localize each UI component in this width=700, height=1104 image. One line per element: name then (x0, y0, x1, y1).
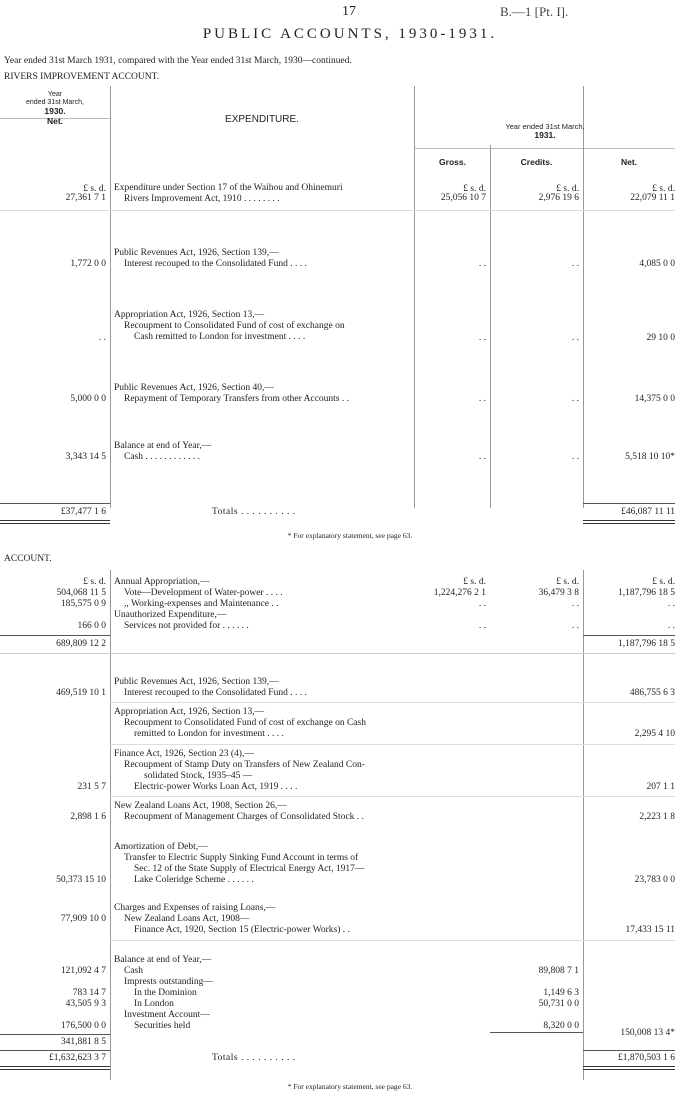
totals-label: Totals . . . . . . . . . . (212, 1053, 296, 1063)
net-value: 1,187,796 18 5 (618, 588, 675, 598)
col-expenditure-heading: EXPENDITURE. (225, 114, 299, 125)
total-net: £46,087 11 11 (621, 507, 675, 517)
col-prev-year-heading: Year ended 31st March, 1930. Net. (26, 91, 84, 126)
footnote: * For explanatory statement, see page 63. (287, 1082, 413, 1091)
balance-line-label: Securities held (134, 1021, 191, 1031)
net-value: 207 1 1 (646, 782, 675, 792)
net-value: 29 10 0 (646, 333, 675, 343)
expenditure-description: Services not provided for . . . . . . (124, 621, 249, 631)
gross-value: . . (478, 394, 486, 404)
gross-value: . . (478, 621, 486, 631)
balance-heading: Balance at end of Year,— (114, 955, 212, 965)
document-reference: B.—1 [Pt. I]. (500, 4, 569, 19)
balance-line-label: Imprests outstanding— (124, 977, 213, 987)
net-value: 5,518 10 10* (625, 452, 675, 462)
balance-line-label: In London (134, 999, 174, 1009)
prev-year-value: 176,500 0 0 (60, 1021, 106, 1031)
expenditure-description: Amortization of Debt,— Transfer to Electric Supply Sinking Fund Account in terms of Sec. 12 of the State Supply of Electrical Energy Act, 1917— Lake Coleridge Scheme . . . . . . (114, 842, 365, 885)
prev-year-value: . . (98, 333, 106, 343)
totals-label: Totals . . . . . . . . . . (212, 507, 296, 517)
expenditure-description: Public Revenues Act, 1926, Section 139,— Interest recouped to the Consolidated Fund . . . . (114, 677, 307, 698)
prev-year-value: 5,000 0 0 (70, 394, 106, 404)
net-value: 2,295 4 10 (634, 729, 675, 739)
prev-year-value: 77,909 10 0 (60, 914, 106, 924)
gross-value: 1,224,276 2 1 (433, 588, 486, 598)
net-value: 22,079 11 1 (630, 193, 675, 203)
subtotal-net: 1,187,796 18 5 (618, 639, 675, 649)
balance-line-label: Cash (124, 966, 143, 976)
gross-value: 25,056 10 7 (440, 193, 486, 203)
currency-header: £ s. d. (556, 184, 579, 194)
expenditure-description: Appropriation Act, 1926, Section 13,— Recoupment to Consolidated Fund of cost of exchange on Cash remitted to London for investment . . . . (114, 310, 345, 342)
expenditure-description: ,, Working-expenses and Maintenance . . (124, 599, 279, 609)
gross-value: . . (478, 259, 486, 269)
balance-line-label: In the Dominion (134, 988, 197, 998)
expenditure-description: Expenditure under Section 17 of the Waihou and Ohinemuri Rivers Improvement Act, 1910 . . . . . . . . (114, 183, 343, 204)
currency-header: £ s. d. (556, 577, 579, 587)
expenditure-description: Charges and Expenses of raising Loans,— New Zealand Loans Act, 1908— Finance Act, 1920, Section 15 (Electric-power Works) . . (114, 903, 350, 935)
credits-value: . . (571, 621, 579, 631)
col-net-heading: Net. (620, 157, 638, 167)
expenditure-description: Public Revenues Act, 1926, Section 40,— Repayment of Temporary Transfers from other Accounts . . (114, 383, 350, 404)
net-value: 14,375 0 0 (634, 394, 675, 404)
credits-value: . . (571, 259, 579, 269)
credits-value: 2,976 19 6 (538, 193, 579, 203)
currency-header: £ s. d. (652, 577, 675, 587)
prev-year-value: 50,373 15 10 (56, 875, 106, 885)
credits-value: 50,731 0 0 (538, 999, 579, 1009)
col-gross-heading: Gross. (439, 157, 466, 167)
currency-header: £ s. d. (652, 184, 675, 194)
prev-year-value: 469,519 10 1 (56, 688, 106, 698)
section2-heading: ACCOUNT. (4, 554, 52, 564)
section1-heading: RIVERS IMPROVEMENT ACCOUNT. (4, 72, 160, 82)
credits-value: 36,479 3 8 (538, 588, 579, 598)
net-value: 150,008 13 4* (620, 1028, 675, 1038)
prev-year-value: 3,343 14 5 (65, 452, 106, 462)
prev-year-value: 231 5 7 (77, 782, 106, 792)
subtotal-prev-year: 689,809 12 2 (56, 639, 106, 649)
prev-year-value: 166 0 0 (77, 621, 106, 631)
col-credits-heading: Credits. (520, 157, 553, 167)
gross-value: . . (478, 452, 486, 462)
net-value: 17,433 15 11 (625, 925, 675, 935)
credits-value: . . (571, 333, 579, 343)
prev-year-value: 2,898 1 6 (70, 812, 106, 822)
expenditure-description: Unauthorized Expenditure,— (114, 610, 227, 620)
net-value: . . (667, 621, 675, 631)
balance-line-label: Investment Account— (124, 1010, 210, 1020)
prev-year-value: 783 14 7 (72, 988, 106, 998)
credits-value: . . (571, 599, 579, 609)
prev-year-value: 185,575 0 9 (60, 599, 106, 609)
net-value: 4,085 0 0 (639, 259, 675, 269)
gross-value: . . (478, 333, 486, 343)
prev-year-value: 43,505 9 3 (65, 999, 106, 1009)
credits-value: . . (571, 452, 579, 462)
credits-value: 8,320 0 0 (543, 1021, 579, 1031)
footnote: * For explanatory statement, see page 63. (287, 531, 413, 540)
expenditure-description: Annual Appropriation,— (114, 577, 210, 587)
expenditure-description: New Zealand Loans Act, 1908, Section 26,— Recoupment of Management Charges of Consolidated Stock . . (114, 801, 364, 822)
col-current-year-heading: Year ended 31st March, 1931. (505, 122, 585, 140)
net-value: . . (667, 599, 675, 609)
prev-year-value: 504,068 11 5 (56, 588, 106, 598)
expenditure-description: Public Revenues Act, 1926, Section 139,— Interest recouped to the Consolidated Fund . . . . (114, 248, 307, 269)
net-value: 23,783 0 0 (634, 875, 675, 885)
gross-value: . . (478, 599, 486, 609)
page-title: PUBLIC ACCOUNTS, 1930-1931. (202, 26, 498, 42)
credits-value: . . (571, 394, 579, 404)
credits-value: 89,808 7 1 (538, 966, 579, 976)
net-value: 486,755 6 3 (629, 688, 675, 698)
balance-prev-total: 341,881 8 5 (60, 1037, 106, 1047)
total-prev-year: £1,632,623 3 7 (49, 1053, 106, 1063)
currency-header: £ s. d. (83, 577, 106, 587)
prev-year-value: 27,361 7 1 (65, 193, 106, 203)
credits-value: 1,149 6 3 (543, 988, 579, 998)
prev-year-value: 121,092 4 7 (60, 966, 106, 976)
net-value: 2,223 1 8 (639, 812, 675, 822)
expenditure-description: Balance at end of Year,— Cash . . . . . . . . . . . . (114, 441, 212, 462)
page-number: 17 (342, 4, 356, 19)
page-subtitle: Year ended 31st March 1931, compared with the Year ended 31st March, 1930—continued. (4, 56, 352, 66)
total-net: £1,870,503 1 6 (618, 1053, 675, 1063)
expenditure-description: Appropriation Act, 1926, Section 13,— Recoupment to Consolidated Fund of cost of exchange on Cash remitted to London for investment . . . . (114, 707, 366, 739)
expenditure-description: Finance Act, 1926, Section 23 (4),— Recoupment of Stamp Duty on Transfers of New Zealand Con- solidated Stock, 1935–45 — Electric-power Works Loan Act, 1919 . . . . (114, 749, 365, 792)
currency-header: £ s. d. (463, 184, 486, 194)
currency-header: £ s. d. (463, 577, 486, 587)
currency-header: £ s. d. (83, 184, 106, 194)
expenditure-description: Vote—Development of Water-power . . . . (124, 588, 283, 598)
prev-year-value: 1,772 0 0 (70, 259, 106, 269)
total-prev-year: £37,477 1 6 (60, 507, 106, 517)
